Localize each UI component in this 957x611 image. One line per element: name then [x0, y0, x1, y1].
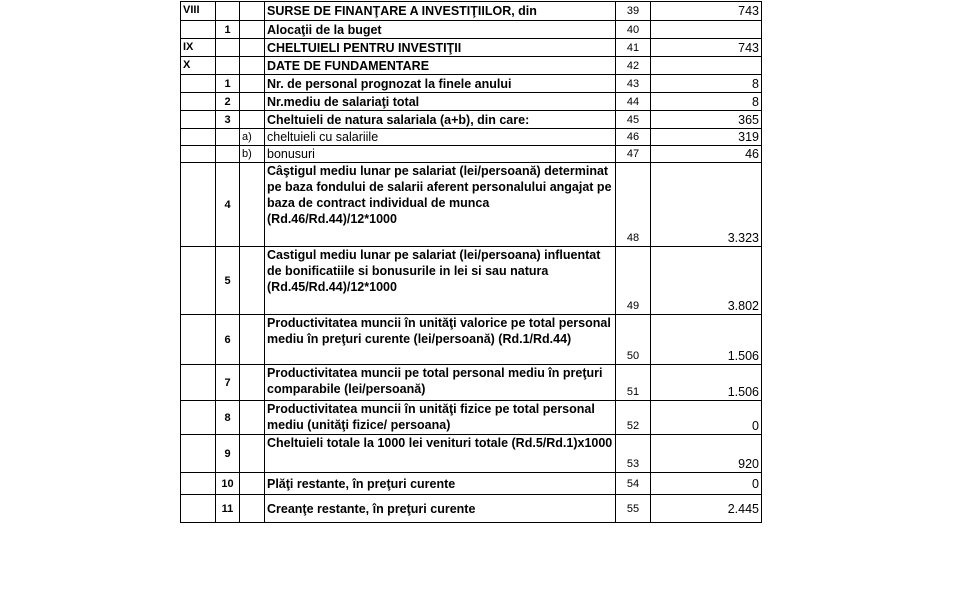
- section-cell: [181, 473, 216, 495]
- row-code-cell: 52: [616, 401, 651, 435]
- section-cell: [181, 75, 216, 93]
- sub-item-cell: [240, 39, 265, 57]
- description-cell: Nr. de personal prognozat la finele anului: [265, 75, 616, 93]
- item-number-cell: 10: [216, 473, 240, 495]
- section-cell: X: [181, 57, 216, 75]
- section-cell: VIII: [181, 2, 216, 21]
- row-code-cell: 48: [616, 163, 651, 247]
- description-cell: Nr.mediu de salariaţi total: [265, 93, 616, 111]
- description-cell: Câştigul mediu lunar pe salariat (lei/persoană) determinat pe baza fondului de salarii aferent personalului angajat pe baza de contract individual de munca (Rd.46/Rd.44)/12*1000: [265, 163, 616, 247]
- row-code-cell: 39: [616, 2, 651, 21]
- section-cell: [181, 93, 216, 111]
- sub-item-cell: [240, 473, 265, 495]
- row-code-cell: 42: [616, 57, 651, 75]
- row-code-cell: 44: [616, 93, 651, 111]
- value-cell: 743: [651, 2, 762, 21]
- value-cell: 3.323: [651, 163, 762, 247]
- row-code-cell: 49: [616, 247, 651, 315]
- table-row: [181, 435, 762, 473]
- item-number-cell: 1: [216, 21, 240, 39]
- value-cell: 365: [651, 111, 762, 129]
- sub-item-cell: [240, 315, 265, 365]
- item-number-cell: 9: [216, 435, 240, 473]
- table-row: [181, 111, 762, 129]
- table-row: [181, 2, 762, 21]
- sub-item-cell: [240, 93, 265, 111]
- sub-item-cell: [240, 2, 265, 21]
- value-cell: 319: [651, 129, 762, 146]
- value-cell: 46: [651, 146, 762, 163]
- table-row: [181, 146, 762, 163]
- sub-item-cell: [240, 57, 265, 75]
- table-row: [181, 365, 762, 401]
- sub-item-cell: [240, 21, 265, 39]
- value-cell: 1.506: [651, 365, 762, 401]
- item-number-cell: [216, 57, 240, 75]
- table-row: [181, 129, 762, 146]
- table-row: [181, 473, 762, 495]
- item-number-cell: 11: [216, 495, 240, 523]
- description-cell: Productivitatea muncii în unităţi valorice pe total personal mediu în preţuri curente (lei/persoană) (Rd.1/Rd.44): [265, 315, 616, 365]
- description-cell: SURSE DE FINANŢARE A INVESTIŢIILOR, din: [265, 2, 616, 21]
- table-row: [181, 39, 762, 57]
- row-code-cell: 51: [616, 365, 651, 401]
- row-code-cell: 46: [616, 129, 651, 146]
- item-number-cell: 6: [216, 315, 240, 365]
- description-cell: Plăţi restante, în preţuri curente: [265, 473, 616, 495]
- table-row: [181, 315, 762, 365]
- section-cell: [181, 315, 216, 365]
- description-cell: Castigul mediu lunar pe salariat (lei/persoana) influentat de bonificatiile si bonusurile in lei si sau natura (Rd.45/Rd.44)/12*1000: [265, 247, 616, 315]
- section-cell: [181, 247, 216, 315]
- value-cell: 8: [651, 93, 762, 111]
- section-cell: [181, 163, 216, 247]
- description-cell: Productivitatea muncii în unităţi fizice pe total personal mediu (unităţi fizice/ persoana): [265, 401, 616, 435]
- description-cell: Alocaţii de la buget: [265, 21, 616, 39]
- item-number-cell: [216, 146, 240, 163]
- section-cell: [181, 435, 216, 473]
- value-cell: 920: [651, 435, 762, 473]
- value-cell: 743: [651, 39, 762, 57]
- item-number-cell: 2: [216, 93, 240, 111]
- sub-item-cell: [240, 247, 265, 315]
- sub-item-cell: [240, 111, 265, 129]
- description-cell: DATE DE FUNDAMENTARE: [265, 57, 616, 75]
- value-cell: 3.802: [651, 247, 762, 315]
- value-cell: 2.445: [651, 495, 762, 523]
- sub-item-cell: [240, 75, 265, 93]
- item-number-cell: [216, 129, 240, 146]
- section-cell: [181, 129, 216, 146]
- sub-item-cell: [240, 435, 265, 473]
- item-number-cell: 4: [216, 163, 240, 247]
- row-code-cell: 41: [616, 39, 651, 57]
- table-row: [181, 401, 762, 435]
- financial-data-table: [180, 1, 762, 523]
- value-cell: 0: [651, 473, 762, 495]
- value-cell: [651, 57, 762, 75]
- section-cell: [181, 365, 216, 401]
- description-cell: bonusuri: [265, 146, 616, 163]
- section-cell: [181, 111, 216, 129]
- section-cell: IX: [181, 39, 216, 57]
- row-code-cell: 40: [616, 21, 651, 39]
- sub-item-cell: [240, 401, 265, 435]
- sub-item-cell: [240, 163, 265, 247]
- section-cell: [181, 401, 216, 435]
- row-code-cell: 50: [616, 315, 651, 365]
- table-row: [181, 75, 762, 93]
- value-cell: 1.506: [651, 315, 762, 365]
- table-row: [181, 21, 762, 39]
- table-row: [181, 57, 762, 75]
- section-cell: [181, 21, 216, 39]
- row-code-cell: 43: [616, 75, 651, 93]
- description-cell: Productivitatea muncii pe total personal mediu în preţuri comparabile (lei/persoană): [265, 365, 616, 401]
- description-cell: Cheltuieli totale la 1000 lei venituri totale (Rd.5/Rd.1)x1000: [265, 435, 616, 473]
- section-cell: [181, 146, 216, 163]
- description-cell: cheltuieli cu salariile: [265, 129, 616, 146]
- table-row: [181, 495, 762, 523]
- row-code-cell: 47: [616, 146, 651, 163]
- sub-item-cell: [240, 365, 265, 401]
- table-row: [181, 247, 762, 315]
- table-row: [181, 93, 762, 111]
- row-code-cell: 45: [616, 111, 651, 129]
- value-cell: [651, 21, 762, 39]
- row-code-cell: 55: [616, 495, 651, 523]
- value-cell: 0: [651, 401, 762, 435]
- section-cell: [181, 495, 216, 523]
- row-code-cell: 53: [616, 435, 651, 473]
- item-number-cell: [216, 2, 240, 21]
- sub-item-cell: b): [240, 146, 265, 163]
- item-number-cell: 8: [216, 401, 240, 435]
- sub-item-cell: a): [240, 129, 265, 146]
- item-number-cell: 3: [216, 111, 240, 129]
- item-number-cell: 7: [216, 365, 240, 401]
- item-number-cell: 5: [216, 247, 240, 315]
- description-cell: CHELTUIELI PENTRU INVESTIŢII: [265, 39, 616, 57]
- row-code-cell: 54: [616, 473, 651, 495]
- value-cell: 8: [651, 75, 762, 93]
- item-number-cell: 1: [216, 75, 240, 93]
- description-cell: Creanţe restante, în preţuri curente: [265, 495, 616, 523]
- description-cell: Cheltuieli de natura salariala (a+b), din care:: [265, 111, 616, 129]
- item-number-cell: [216, 39, 240, 57]
- table-row: [181, 163, 762, 247]
- sub-item-cell: [240, 495, 265, 523]
